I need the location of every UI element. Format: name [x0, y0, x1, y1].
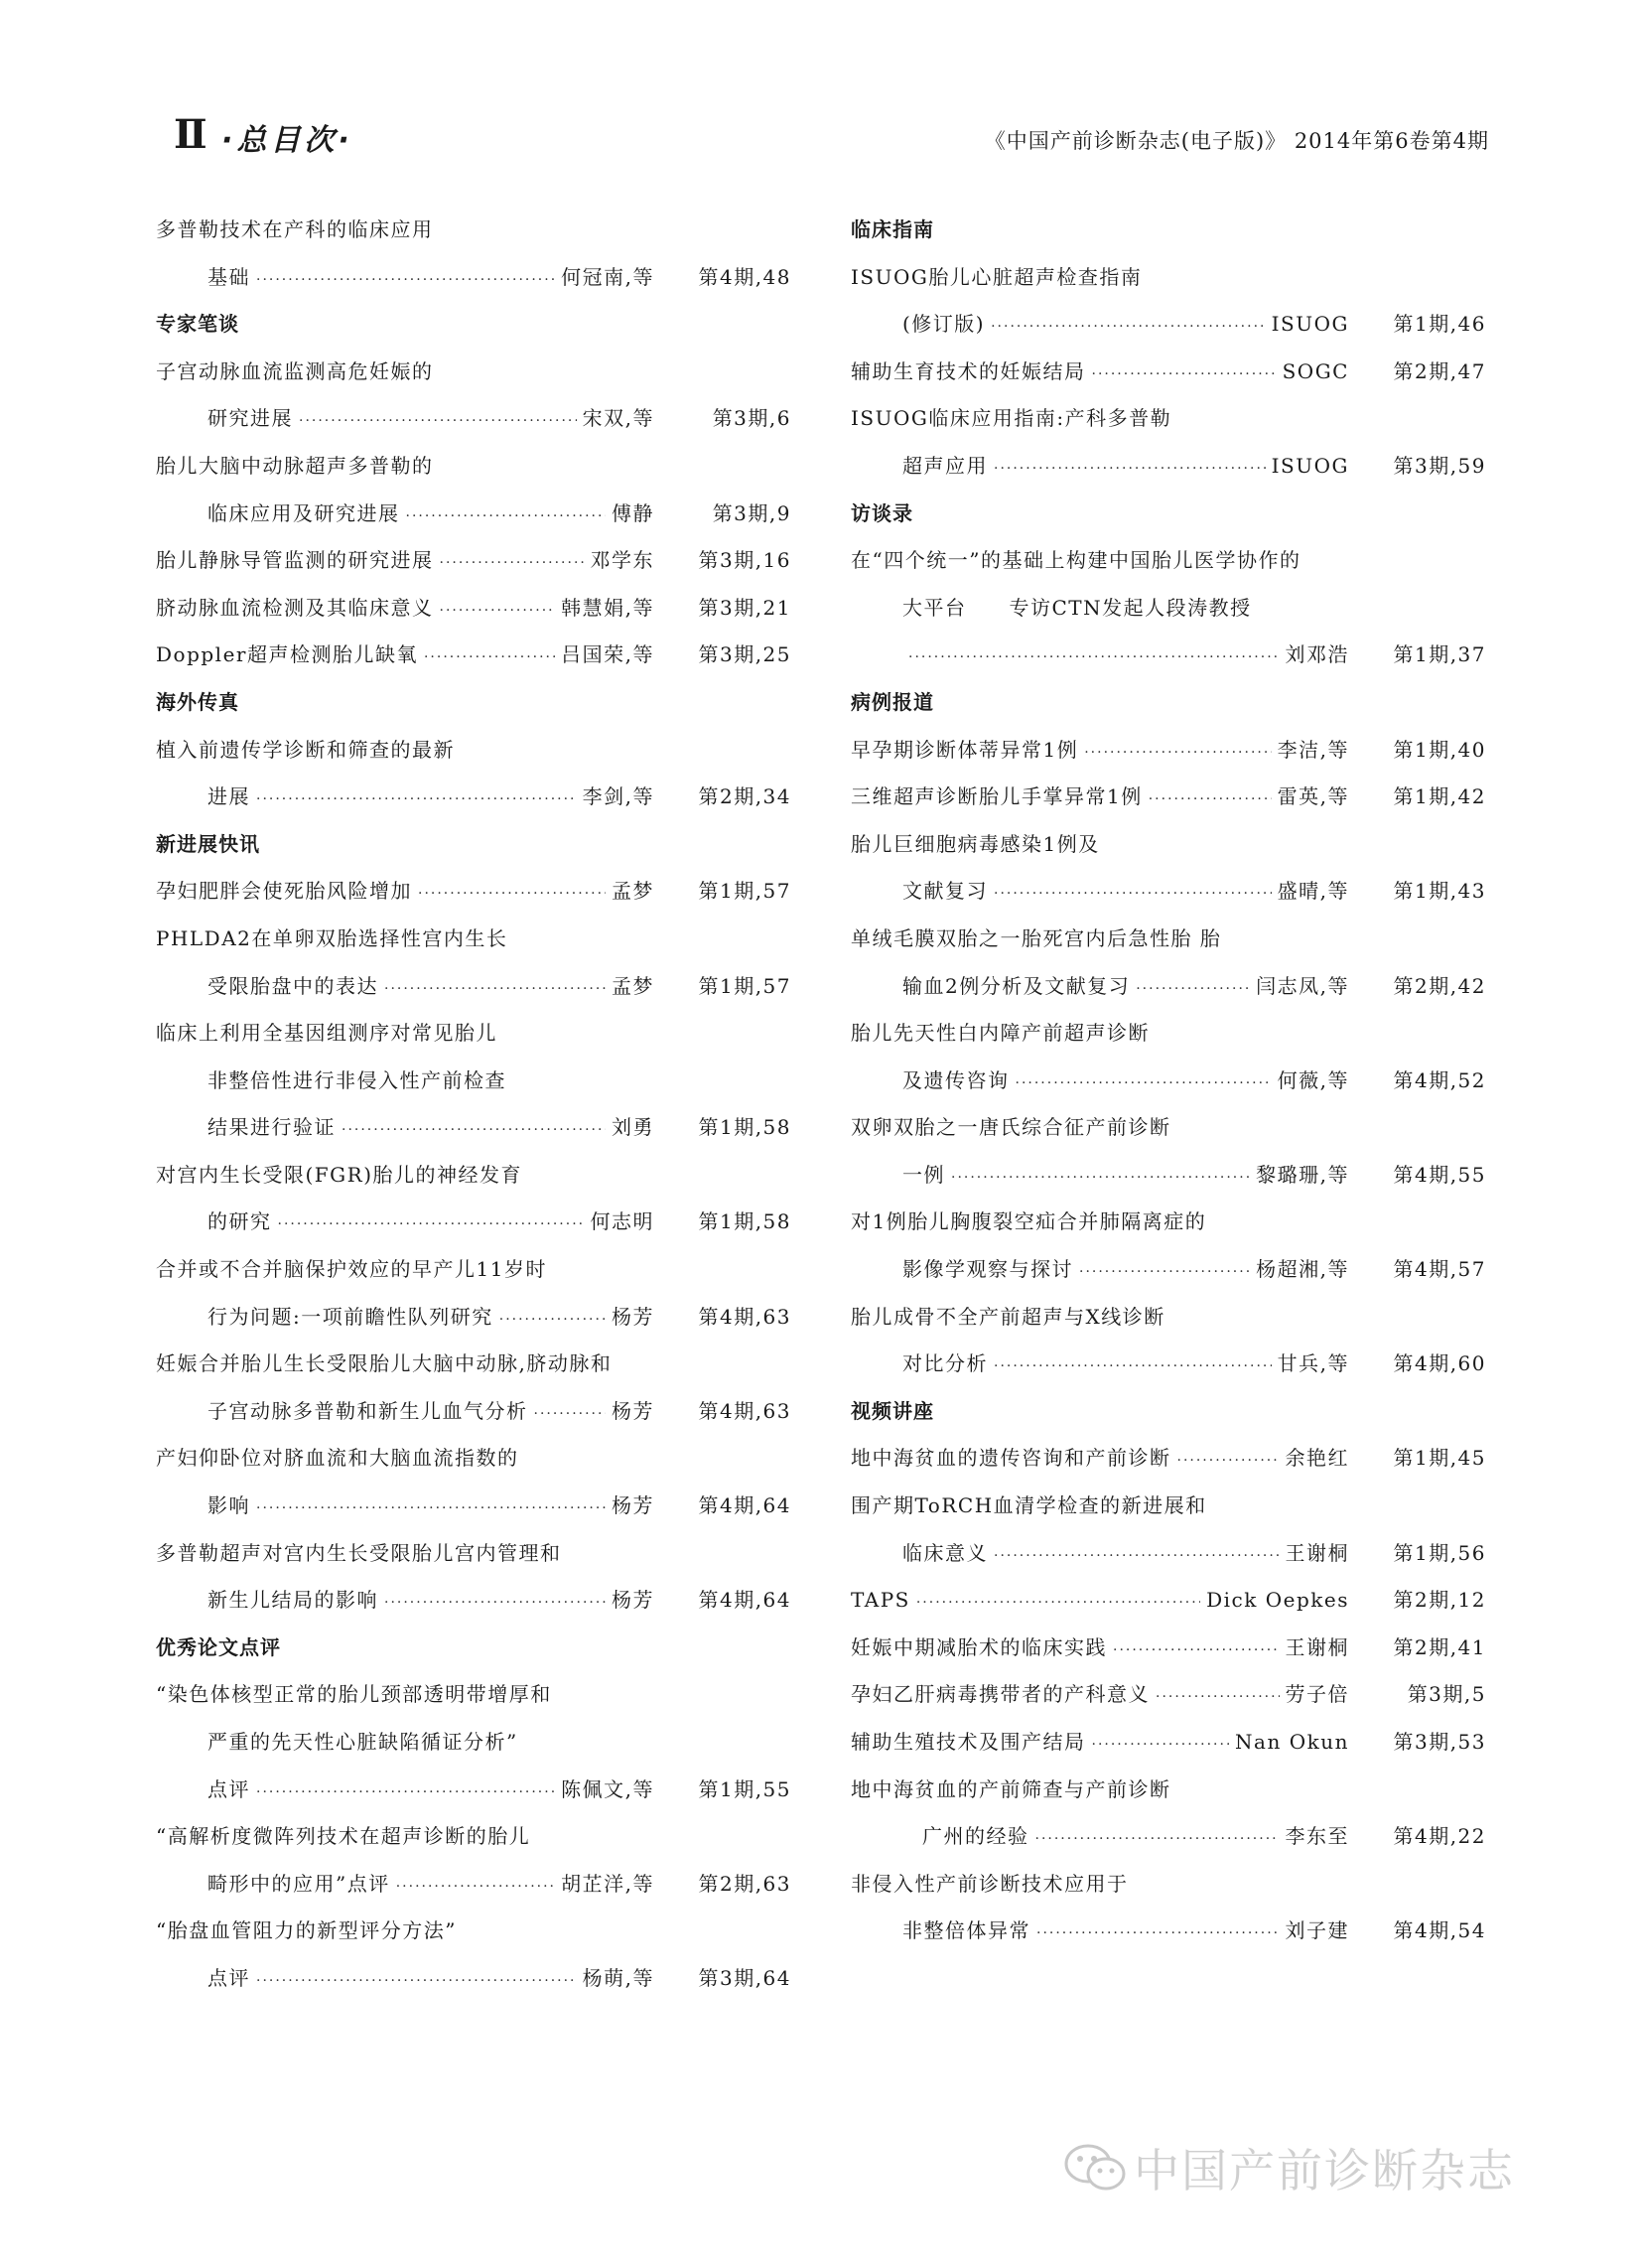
dot-leader	[1079, 1249, 1250, 1297]
entry-issue-page: 第4期,63	[698, 1304, 791, 1329]
toc-entry	[851, 1908, 1486, 1955]
toc-entry	[851, 1577, 1486, 1625]
toc-entry	[156, 1199, 791, 1246]
dot-leader	[256, 1770, 555, 1817]
entry-issue-page: 第1期,40	[1393, 737, 1486, 762]
dot-leader	[1136, 966, 1250, 1014]
toc-entry	[156, 632, 791, 679]
entry-title: 影像学观察与探讨	[902, 1257, 1073, 1282]
entry-title: 输血2例分析及文献复习	[902, 973, 1131, 998]
entry-issue-page: 第4期,55	[1393, 1162, 1486, 1187]
entry-issue-page: 第4期,22	[1393, 1824, 1486, 1849]
dot-leader	[1036, 1911, 1280, 1958]
entry-author: 刘勇	[612, 1115, 654, 1140]
toc-entry	[851, 1152, 1486, 1200]
toc-title-line: 双卵双胎之一唐氏综合征产前诊断	[851, 1115, 1171, 1140]
toc-column-right	[851, 207, 1486, 1955]
entry-title: 早孕期诊断体蒂异常1例	[851, 737, 1079, 762]
entry-author: 宋双,等	[582, 406, 654, 431]
dot-leader	[256, 1958, 577, 2006]
entry-author: 李洁,等	[1277, 737, 1349, 762]
toc-title-line: 对宫内生长受限(FGR)胎儿的神经发育	[156, 1162, 523, 1187]
toc-entry	[851, 632, 1486, 679]
entry-issue-page: 第2期,47	[1393, 358, 1486, 383]
section-heading: 病例报道	[851, 689, 934, 714]
entry-author: 邓学东	[590, 548, 654, 573]
toc-entry	[156, 1955, 791, 2003]
toc-title-line: 非整倍性进行非侵入性产前检查	[207, 1067, 506, 1092]
watermark-text: 中国产前诊断杂志	[1134, 2144, 1515, 2197]
toc-title-line: 胎儿成骨不全产前超声与X线诊断	[851, 1304, 1165, 1329]
entry-author: 王谢桐	[1285, 1540, 1349, 1565]
entry-author: 杨芳	[612, 1493, 654, 1518]
entry-issue-page: 第3期,25	[698, 642, 791, 667]
toc-entry	[851, 349, 1486, 396]
entry-issue-page: 第1期,37	[1393, 642, 1486, 667]
dot-leader	[406, 494, 607, 541]
toc-title-line: 子宫动脉血流监测高危妊娠的	[156, 358, 434, 383]
dot-leader	[342, 1107, 606, 1155]
dot-leader	[424, 635, 555, 682]
entry-author: ISUOG	[1271, 312, 1349, 337]
entry-author: 李东至	[1285, 1824, 1349, 1849]
entry-author: 闫志凤,等	[1256, 973, 1349, 998]
entry-title: 妊娠中期减胎术的临床实践	[851, 1634, 1107, 1659]
toc-title-line: “高解析度微阵列技术在超声诊断的胎儿	[156, 1824, 531, 1849]
dot-leader	[994, 1533, 1280, 1581]
dot-leader	[916, 1580, 1200, 1628]
entry-title: 行为问题:一项前瞻性队列研究	[207, 1304, 493, 1329]
entry-issue-page: 第3期,6	[712, 406, 791, 431]
watermark	[1062, 2133, 1588, 2202]
toc-title-line: “染色体核型正常的胎儿颈部透明带增厚和	[156, 1682, 552, 1707]
dot-leader	[440, 540, 585, 588]
entry-title: 广州的经验	[922, 1824, 1029, 1849]
entry-title: 超声应用	[902, 453, 988, 478]
toc-title-line: 在“四个统一”的基础上构建中国胎儿医学协作的	[851, 548, 1301, 573]
entry-author: 余艳红	[1285, 1446, 1349, 1471]
dot-leader	[299, 398, 577, 446]
toc-column-left	[156, 207, 791, 2003]
entry-issue-page: 第3期,21	[698, 595, 791, 620]
entry-author: 杨芳	[612, 1588, 654, 1613]
entry-author: 韩慧娟,等	[561, 595, 654, 620]
dot-leader	[384, 966, 606, 1014]
entry-author: 李剑,等	[582, 784, 654, 809]
dot-leader	[440, 588, 556, 636]
dot-leader	[991, 304, 1266, 352]
dot-leader	[1016, 1061, 1272, 1108]
toc-entry	[851, 1813, 1486, 1861]
entry-title: 点评	[207, 1965, 250, 1990]
dot-leader	[1092, 1722, 1230, 1770]
page-header	[174, 111, 1489, 171]
entry-issue-page: 第1期,57	[698, 879, 791, 904]
entry-issue-page: 第4期,54	[1393, 1918, 1486, 1943]
entry-author: Dick Oepkes	[1206, 1588, 1349, 1613]
section-heading: 访谈录	[851, 500, 913, 525]
entry-title: 孕妇乙肝病毒携带者的产科意义	[851, 1682, 1150, 1707]
entry-title: 及遗传咨询	[902, 1067, 1010, 1092]
entry-issue-page: 第4期,48	[698, 264, 791, 289]
section-heading: 新进展快讯	[156, 831, 260, 856]
entry-title: 非整倍体异常	[902, 1918, 1030, 1943]
entry-author: 甘兵,等	[1277, 1351, 1349, 1376]
toc-title-line: ISUOG胎儿心脏超声检查指南	[851, 264, 1143, 289]
toc-entry	[851, 301, 1486, 349]
toc-title-line: 地中海贫血的产前筛查与产前诊断	[851, 1776, 1171, 1801]
entry-issue-page: 第4期,64	[698, 1493, 791, 1518]
toc-title-line: 围产期ToRCH血清学检查的新进展和	[851, 1493, 1207, 1518]
toc-entry	[156, 868, 791, 916]
entry-title: 结果进行验证	[207, 1115, 336, 1140]
dot-leader	[951, 1155, 1250, 1203]
journal-citation: 《中国产前诊断杂志(电子版)》 2014年第6卷第4期	[984, 129, 1489, 153]
entry-title: 孕妇肥胖会使死胎风险增加	[156, 879, 412, 904]
entry-title: 影响	[207, 1493, 250, 1518]
toc-title-line: “胎盘血管阻力的新型评分方法”	[156, 1918, 457, 1943]
toc-entry	[156, 1861, 791, 1909]
toc-title-line: 单绒毛膜双胎之一胎死宫内后急性胎 胎	[851, 925, 1222, 950]
dot-leader	[256, 257, 555, 305]
entry-issue-page: 第1期,42	[1393, 784, 1486, 809]
entry-issue-page: 第3期,64	[698, 1965, 791, 1990]
toc-entry	[851, 1435, 1486, 1483]
dot-leader	[499, 1297, 606, 1345]
toc-title-line: 对1例胎儿胸腹裂空疝合并肺隔离症的	[851, 1209, 1207, 1234]
entry-author: SOGC	[1282, 358, 1349, 383]
toc-entry	[851, 1058, 1486, 1105]
entry-title: 畸形中的应用”点评	[207, 1871, 390, 1896]
dot-leader	[1084, 730, 1271, 778]
dot-leader	[418, 871, 606, 919]
entry-issue-page: 第1期,43	[1393, 879, 1486, 904]
toc-title-line: 植入前遗传学诊断和筛查的最新	[156, 737, 455, 762]
entry-title: 文献复习	[902, 879, 988, 904]
toc-entry	[156, 1388, 791, 1436]
dot-leader	[908, 635, 1280, 682]
toc-title-line: 多普勒技术在产科的临床应用	[156, 217, 434, 241]
entry-author: 孟梦	[612, 879, 654, 904]
entry-issue-page: 第2期,42	[1393, 973, 1486, 998]
toc-title-line: ISUOG临床应用指南:产科多普勒	[851, 406, 1172, 431]
entry-title: TAPS	[851, 1588, 910, 1613]
dot-leader	[396, 1864, 555, 1912]
entry-issue-page: 第1期,55	[698, 1776, 791, 1801]
toc-entry	[156, 585, 791, 633]
entry-author: 劳子倍	[1285, 1682, 1349, 1707]
dot-leader	[1035, 1816, 1280, 1864]
toc-title-line: 合并或不合并脑保护效应的早产儿11岁时	[156, 1257, 547, 1282]
toc-entry	[156, 774, 791, 821]
toc-entry	[156, 537, 791, 585]
dot-leader	[1092, 352, 1277, 399]
entry-issue-page: 第3期,53	[1393, 1730, 1486, 1754]
entry-author: 孟梦	[612, 973, 654, 998]
toc-title-line: 产妇仰卧位对脐血流和大脑血流指数的	[156, 1446, 519, 1471]
entry-issue-page: 第2期,41	[1393, 1634, 1486, 1659]
entry-title: 脐动脉血流检测及其临床意义	[156, 595, 434, 620]
entry-issue-page: 第1期,46	[1393, 312, 1486, 337]
toc-entry	[156, 254, 791, 302]
dot-leader	[994, 446, 1266, 494]
toc-title-line: 妊娠合并胎儿生长受限胎儿大脑中动脉,脐动脉和	[156, 1351, 613, 1376]
entry-title: 临床意义	[902, 1540, 988, 1565]
entry-title: Doppler超声检测胎儿缺氧	[156, 642, 418, 667]
toc-entry	[851, 727, 1486, 775]
toc-entry	[156, 963, 791, 1011]
entry-author: 刘子建	[1285, 1918, 1349, 1943]
dot-leader	[1156, 1674, 1280, 1722]
toc-entry	[851, 1719, 1486, 1767]
entry-title: 一例	[902, 1162, 945, 1187]
entry-issue-page: 第3期,16	[698, 548, 791, 573]
section-heading: 海外传真	[156, 689, 239, 714]
dot-leader	[256, 777, 577, 824]
entry-title: 辅助生育技术的妊娠结局	[851, 358, 1086, 383]
toc-title-line: PHLDA2在单卵双胎选择性宫内生长	[156, 925, 508, 950]
entry-issue-page: 第4期,64	[698, 1588, 791, 1613]
toc-entry	[156, 1767, 791, 1814]
dot-leader	[994, 871, 1272, 919]
entry-author: 何志明	[590, 1209, 654, 1234]
toc-entry	[156, 1104, 791, 1152]
entry-issue-page: 第4期,60	[1393, 1351, 1486, 1376]
dot-leader	[384, 1580, 606, 1628]
section-heading: 临床指南	[851, 217, 934, 241]
entry-issue-page: 第1期,58	[698, 1209, 791, 1234]
entry-author: 盛晴,等	[1277, 879, 1349, 904]
toc-entry	[851, 868, 1486, 916]
entry-issue-page: 第3期,9	[712, 500, 791, 525]
section-heading: 优秀论文点评	[156, 1634, 281, 1659]
toc-title-line: 非侵入性产前诊断技术应用于	[851, 1871, 1129, 1896]
entry-issue-page: 第3期,59	[1393, 453, 1486, 478]
entry-issue-page: 第2期,63	[698, 1871, 791, 1896]
dot-leader	[534, 1391, 607, 1439]
toc-entry	[156, 1483, 791, 1530]
toc-entry	[156, 1577, 791, 1625]
toc-title-line: 多普勒超声对宫内生长受限胎儿宫内管理和	[156, 1540, 562, 1565]
entry-issue-page: 第3期,5	[1407, 1682, 1486, 1707]
dot-leader	[1149, 777, 1272, 824]
entry-issue-page: 第1期,57	[698, 973, 791, 998]
toc-entry	[851, 1246, 1486, 1294]
entry-title: 受限胎盘中的表达	[207, 973, 378, 998]
toc-entry	[851, 1341, 1486, 1388]
entry-title: 辅助生殖技术及围产结局	[851, 1730, 1086, 1754]
entry-author: 吕国荣,等	[561, 642, 654, 667]
dot-leader	[278, 1202, 585, 1249]
entry-author: Nan Okun	[1235, 1730, 1349, 1754]
entry-author: 黎璐珊,等	[1256, 1162, 1349, 1187]
section-heading: 视频讲座	[851, 1398, 934, 1423]
dot-leader	[1113, 1628, 1280, 1675]
entry-issue-page: 第2期,12	[1393, 1588, 1486, 1613]
entry-title: 临床应用及研究进展	[207, 500, 400, 525]
entry-title: 研究进展	[207, 406, 293, 431]
entry-author: 王谢桐	[1285, 1634, 1349, 1659]
entry-title: 胎儿静脉导管监测的研究进展	[156, 548, 434, 573]
entry-title: 新生儿结局的影响	[207, 1588, 378, 1613]
entry-author: 杨萌,等	[582, 1965, 654, 1990]
toc-title-line: 大平台 专访CTN发起人段涛教授	[902, 595, 1252, 620]
entry-author: 何薇,等	[1277, 1067, 1349, 1092]
page-numeral: Ⅱ	[174, 112, 208, 157]
entry-author: 雷英,等	[1277, 784, 1349, 809]
toc-entry	[156, 491, 791, 538]
entry-author: 杨超湘,等	[1256, 1257, 1349, 1282]
entry-title: 对比分析	[902, 1351, 988, 1376]
entry-title: 三维超声诊断胎儿手掌异常1例	[851, 784, 1143, 809]
wechat-icon	[1062, 2140, 1128, 2196]
toc-entry	[156, 395, 791, 443]
entry-title: 点评	[207, 1776, 250, 1801]
entry-issue-page: 第1期,58	[698, 1115, 791, 1140]
section-heading: 专家笔谈	[156, 312, 239, 337]
entry-title: 的研究	[207, 1209, 272, 1234]
entry-issue-page: 第1期,45	[1393, 1446, 1486, 1471]
entry-author: 陈佩文,等	[561, 1776, 654, 1801]
entry-author: 杨芳	[612, 1398, 654, 1423]
entry-author: 胡芷洋,等	[561, 1871, 654, 1896]
entry-issue-page: 第2期,34	[698, 784, 791, 809]
entry-title: 进展	[207, 784, 250, 809]
entry-title: 子宫动脉多普勒和新生儿血气分析	[207, 1398, 528, 1423]
toc-title-line: 临床上利用全基因组测序对常见胎儿	[156, 1021, 497, 1046]
entry-issue-page: 第4期,57	[1393, 1257, 1486, 1282]
dot-leader	[256, 1486, 606, 1533]
toc-title-line: 胎儿先天性白内障产前超声诊断	[851, 1021, 1150, 1046]
toc-title-line: 胎儿巨细胞病毒感染1例及	[851, 831, 1100, 856]
entry-issue-page: 第4期,52	[1393, 1067, 1486, 1092]
toc-title-line: 严重的先天性心脏缺陷循证分析”	[207, 1730, 518, 1754]
toc-title-line: 胎儿大脑中动脉超声多普勒的	[156, 453, 434, 478]
entry-issue-page: 第1期,56	[1393, 1540, 1486, 1565]
toc-entry	[851, 774, 1486, 821]
entry-author: 杨芳	[612, 1304, 654, 1329]
entry-author: ISUOG	[1271, 453, 1349, 478]
toc-entry	[851, 1530, 1486, 1578]
entry-author: 何冠南,等	[561, 264, 654, 289]
entry-title: (修订版)	[902, 312, 986, 337]
toc-entry	[851, 443, 1486, 491]
toc-entry	[851, 1625, 1486, 1672]
section-title: ·总目次·	[221, 123, 353, 158]
entry-title: 地中海贫血的遗传咨询和产前诊断	[851, 1446, 1171, 1471]
toc-entry	[156, 1294, 791, 1342]
toc-entry	[851, 1671, 1486, 1719]
entry-author: 傅静	[612, 500, 654, 525]
entry-author: 刘邓浩	[1285, 642, 1349, 667]
dot-leader	[994, 1344, 1272, 1391]
entry-issue-page: 第4期,63	[698, 1398, 791, 1423]
toc-entry	[851, 963, 1486, 1011]
dot-leader	[1177, 1438, 1280, 1486]
entry-title: 基础	[207, 264, 250, 289]
